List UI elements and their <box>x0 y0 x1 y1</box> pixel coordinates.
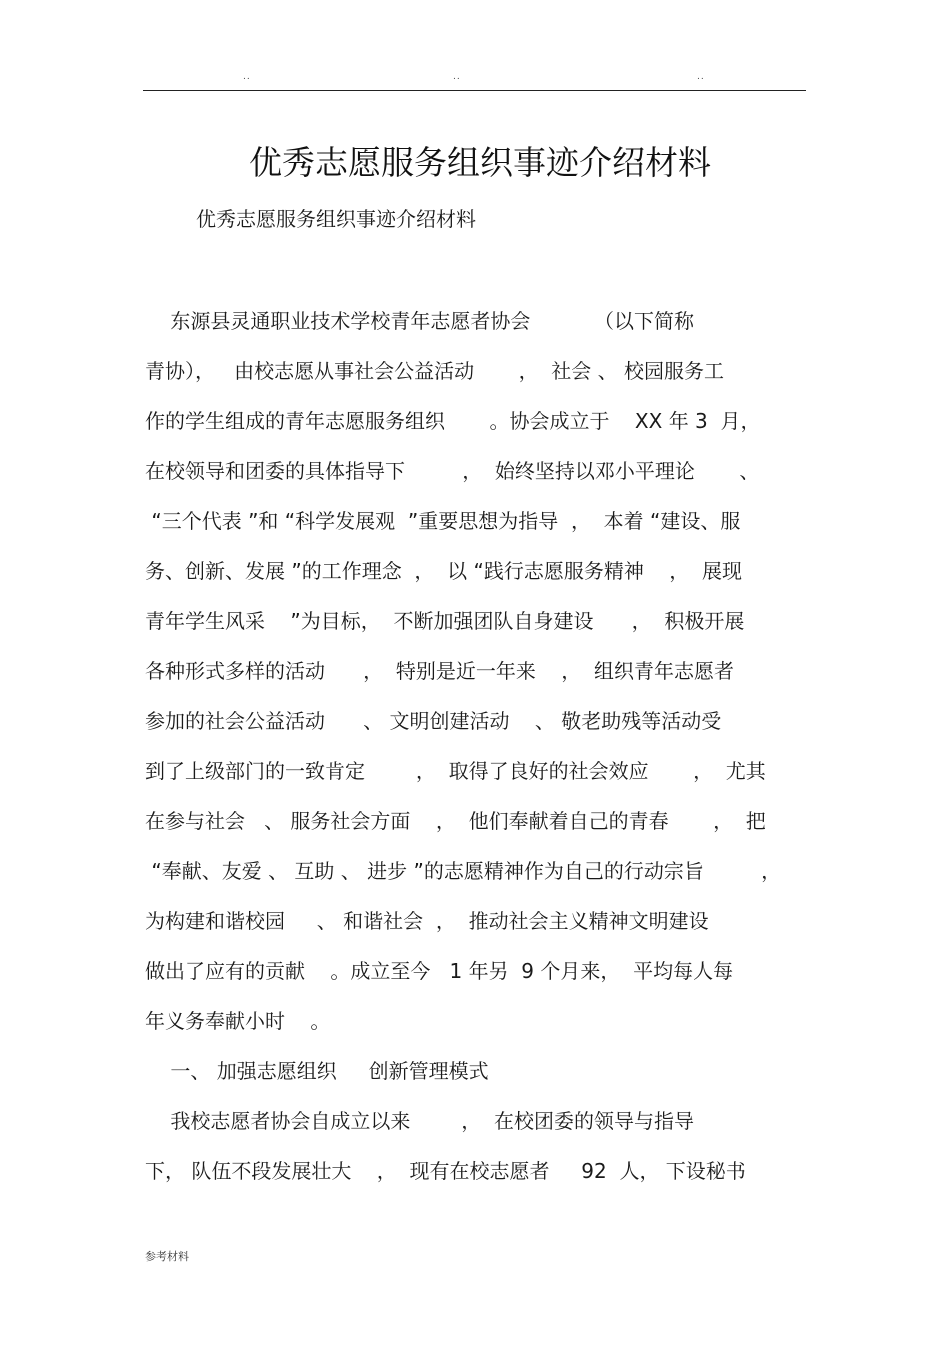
body-line: 东源县灵通职业技术学校青年志愿者协会 （以下简称 <box>145 309 695 333</box>
body-line: 年义务奉献小时 。 <box>145 1009 331 1033</box>
body-line: 到了上级部门的一致肯定 ， 取得了良好的社会效应 ， 尤其 <box>145 759 766 783</box>
body-line: 青协）， 由校志愿从事社会公益活动 ， 社会 、 校园服务工 <box>145 359 725 383</box>
body-line: “三个代表 ”和 “科学发展观 ”重要思想为指导 ， 本着 “建设、服 <box>145 509 741 533</box>
header-rule <box>143 90 806 91</box>
document-subtitle: 优秀志愿服务组织事迹介绍材料 <box>196 207 476 231</box>
section-heading: 一、 加强志愿组织 创新管理模式 <box>145 1059 489 1083</box>
body-line: 务、创新、发展 ”的工作理念 ， 以 “践行志愿服务精神 ， 展现 <box>145 559 743 583</box>
body-line: 各种形式多样的活动 ， 特别是近一年来 ， 组织青年志愿者 <box>145 659 735 683</box>
header-marks <box>0 72 950 86</box>
body-line: “奉献、友爱 、 互助 、 进步 ”的志愿精神作为自己的行动宗旨 ， <box>145 859 782 883</box>
body-line: 在参与社会 、 服务社会方面 ， 他们奉献着自己的青春 ， 把 <box>145 809 766 833</box>
body-line: 下， 队伍不段发展壮大 ， 现有在校志愿者 92 人， 下设秘书 <box>145 1159 746 1183</box>
header-mark-right: .. <box>697 72 705 82</box>
header-mark-left: .. <box>243 72 251 82</box>
body-line: 我校志愿者协会自成立以来 ， 在校团委的领导与指导 <box>145 1109 695 1133</box>
header-mark-center: .. <box>453 72 461 82</box>
body-line: 在校领导和团委的具体指导下 ， 始终坚持以邓小平理论 、 <box>145 459 760 483</box>
footer-label: 参考材料 <box>145 1250 189 1263</box>
document-title: 优秀志愿服务组织事迹介绍材料 <box>249 143 711 182</box>
body-line: 做出了应有的贡献 。成立至今 1 年另 9 个月来， 平均每人每 <box>145 959 734 983</box>
body-line: 青年学生风采 ”为目标， 不断加强团队自身建设 ， 积极开展 <box>145 609 745 633</box>
body-line: 为构建和谐校园 、 和谐社会 ， 推动社会主义精神文明建设 <box>145 909 709 933</box>
body-line: 作的学生组成的青年志愿服务组织 。协会成立于 XX 年 3 月， <box>145 409 761 433</box>
body-line: 参加的社会公益活动 、 文明创建活动 、 敬老助残等活动受 <box>145 709 722 733</box>
